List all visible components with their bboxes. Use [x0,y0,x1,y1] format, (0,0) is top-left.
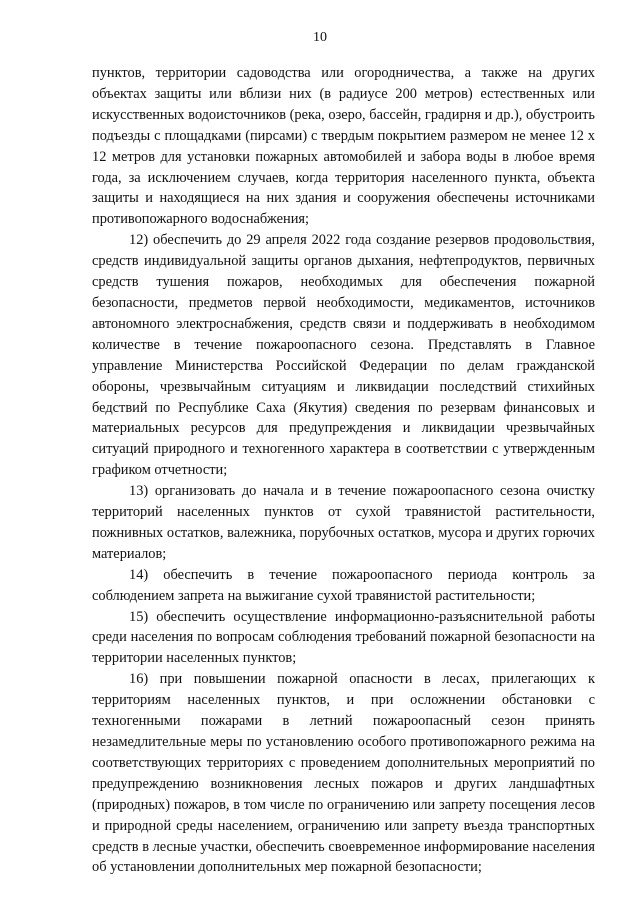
paragraph-item-14: 14) обеспечить в течение пожароопасного периода контроль за соблюдением запрета на выжигание сухой травянистой растительности; [92,566,595,604]
document-body [92,63,595,878]
paragraph-item-16: 16) при повышении пожарной опасности в лесах, прилегающих к территориям населенных пунктов, и при осложнении обстановки с техногенными пожарами в летний пожароопасный сезон принять незамедлительные меры по установлению особого противопожарного режима на соответствующих территориях с проведением дополнительных мероприятий по предупреждению возникновения лесных пожаров и других ландшафтных (природных) пожаров, в том числе по ограничению или запрету посещения лесов и природной среды населением, ограничению или запрету въезда транспортных средств в лесные участки, обеспечить своевременное информирование населения об установлении дополнительных мер пожарной безопасности; [92,671,595,876]
paragraph-continuation: пунктов, территории садоводства или огородничества, а также на других объектах защиты или вблизи них (в радиусе 200 метров) естественных или искусственных водоисточников (река, озеро, бассейн, градирня и др.), обустроить подъезды с площадками (пирсами) с твердым покрытием размером не менее 12 х 12 метров для установки пожарных автомобилей и забора воды в любое время года, за исключением случаев, когда территория населенного пункта, объекта защиты и находящиеся на них здания и сооружения обеспечены источниками противопожарного водоснабжения; [92,65,595,228]
paragraph-item-12: 12) обеспечить до 29 апреля 2022 года создание резервов продовольствия, средств индивидуальной защиты органов дыхания, нефтепродуктов, первичных средств тушения пожаров, необходимых для обеспечения пожарной безопасности, предметов первой необходимости, медикаментов, источников автономного электроснабжения, средств связи и поддерживать в необходимом количестве в течение пожароопасного сезона. Представлять в Главное управление Министерства Российской Федерации по делам гражданской обороны, чрезвычайным ситуациям и ликвидации последствий стихийных бедствий по Республике Саха (Якутия) сведения по резервам финансовых и материальных ресурсов для предупреждения и ликвидации чрезвычайных ситуаций природного и техногенного характера в соответствии с утвержденным графиком отчетности; [92,232,595,479]
paragraph-item-15: 15) обеспечить осуществление информационно-разъяснительной работы среди населения по вопросам соблюдения требований пожарной безопасности на территории населенных пунктов; [92,608,595,667]
page-number: 10 [313,30,327,45]
paragraph-item-13: 13) организовать до начала и в течение пожароопасного сезона очистку территорий населенных пунктов от сухой травянистой растительности, пожнивных остатков, валежника, порубочных остатков, мусора и других горючих материалов; [92,483,595,562]
